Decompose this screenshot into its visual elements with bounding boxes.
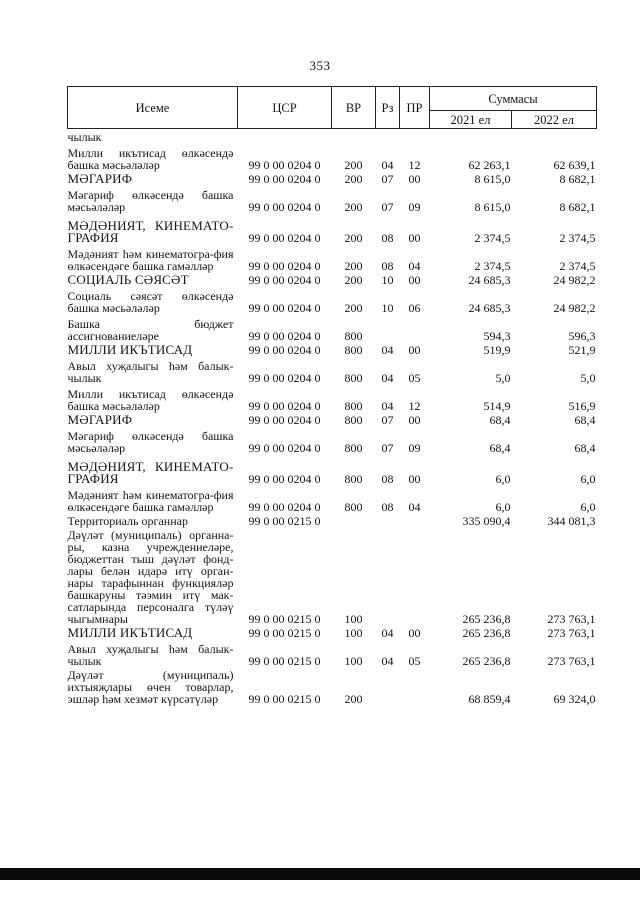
table-row	[68, 667, 597, 705]
row-rz: 04	[381, 654, 394, 668]
row-name: Авыл хуҗалыгы һәм балык-чылык	[67, 642, 234, 668]
row-pr: 00	[408, 172, 421, 186]
table-row	[68, 272, 597, 286]
row-rz: 04	[381, 343, 394, 357]
row-csr: 99 0 00 0215 0	[248, 626, 321, 640]
table-row	[68, 129, 597, 144]
row-amount-2022: 68,4	[574, 441, 596, 455]
row-amount-2021: 265 236,8	[462, 626, 511, 640]
row-amount-2022: 8 682,1	[559, 200, 596, 214]
row-amount-2022: 6,0	[580, 500, 596, 514]
row-vr	[332, 129, 376, 144]
table-row	[68, 314, 597, 342]
row-csr: 99 0 00 0215 0	[248, 514, 321, 528]
row-amount-2021: 519,9	[483, 343, 511, 357]
header-year-2021: 2021 ел	[430, 111, 512, 129]
table-row	[68, 213, 597, 244]
row-amount-2021: 6,0	[495, 500, 511, 514]
row-rz	[376, 129, 400, 144]
row-vr: 200	[344, 301, 363, 315]
row-csr: 99 0 00 0204 0	[248, 441, 321, 455]
row-pr: 00	[408, 273, 421, 287]
row-rz: 07	[381, 441, 394, 455]
row-name: Мәдәният һәм кинематогра-фия өлкәсендәге башка гамәлләр	[67, 488, 234, 514]
row-rz: 08	[381, 231, 394, 245]
row-amount-2021: 62 263,1	[468, 158, 511, 172]
row-csr: 99 0 00 0204 0	[248, 413, 321, 427]
row-vr: 200	[344, 273, 363, 287]
row-pr: 09	[408, 200, 421, 214]
table-header-row	[68, 87, 597, 111]
row-csr: 99 0 00 0215 0	[248, 612, 321, 626]
row-amount-2021: 265 236,8	[462, 612, 511, 626]
table-row	[68, 513, 597, 527]
row-pr	[400, 527, 430, 625]
row-rz: 04	[381, 158, 394, 172]
row-pr: 05	[408, 371, 421, 385]
row-name: СОЦИАЛЬ СӘЯСӘТ	[67, 272, 189, 287]
row-name: Башка бюджет ассигнованиеләре	[67, 317, 234, 343]
table-row	[68, 454, 597, 485]
row-pr: 00	[408, 626, 421, 640]
row-amount-2021: 2 374,5	[474, 259, 511, 273]
row-rz: 08	[381, 500, 394, 514]
table-body	[68, 129, 597, 706]
row-name: МӘГАРИФ	[67, 412, 133, 427]
row-amount-2022: 2 374,5	[559, 259, 596, 273]
row-amount-2022: 6,0	[580, 472, 596, 486]
header-year-2022: 2022 ел	[512, 111, 597, 129]
row-rz	[376, 527, 400, 625]
table-row	[68, 384, 597, 412]
row-vr: 800	[344, 413, 363, 427]
row-amount-2021: 8 615,0	[474, 172, 511, 186]
row-amount-2022: 273 763,1	[547, 654, 596, 668]
row-pr: 06	[408, 301, 421, 315]
row-vr	[332, 513, 376, 527]
row-name: Милли икътисад өлкәсендә башка мәсьәләләр	[67, 387, 234, 413]
table-row	[68, 426, 597, 454]
row-vr: 200	[344, 259, 363, 273]
row-amount-2022: 68,4	[574, 413, 596, 427]
row-pr	[400, 314, 430, 342]
row-csr: 99 0 00 0204 0	[248, 472, 321, 486]
row-name: Территориаль органнар	[67, 514, 188, 528]
row-amount-2022: 596,3	[568, 329, 596, 343]
row-amount-2022: 273 763,1	[547, 612, 596, 626]
row-amount-2021: 335 090,4	[462, 514, 511, 528]
scan-bottom-bar	[0, 868, 640, 880]
row-amount-2021: 68 859,4	[468, 692, 511, 706]
row-amount-2022: 8 682,1	[559, 172, 596, 186]
row-vr: 200	[344, 231, 363, 245]
row-rz	[376, 513, 400, 527]
budget-table	[67, 86, 597, 705]
page-number: 353	[309, 58, 331, 73]
table-row	[68, 185, 597, 213]
header-pr: ПР	[400, 87, 430, 129]
row-name: Социаль сәясәт өлкәсендә башка мәсьәләләр	[67, 289, 234, 315]
row-name: Дәүләт (муниципаль) органна-ры, казна учреждениеләре, бюджеттан тыш дәүләт фонд-лары белән идарә итү орган-нары тарафыннан функцияләр башкаруны тәэмин итү мак-сатларында персоналга түләү чыгымнары	[67, 528, 234, 626]
row-pr: 12	[408, 158, 421, 172]
row-amount-2021: 594,3	[483, 329, 511, 343]
row-amount-2022: 516,9	[568, 399, 596, 413]
row-name: Дәүләт (муниципаль) ихтыяҗлары өчен товарлар, эшләр һәм хезмәт күрсәтүләр	[67, 668, 234, 706]
row-amount-2021: 68,4	[489, 441, 511, 455]
row-vr: 800	[344, 500, 363, 514]
row-vr: 800	[344, 329, 363, 343]
header-vr: ВР	[332, 87, 376, 129]
row-vr: 100	[344, 612, 363, 626]
row-vr: 800	[344, 343, 363, 357]
row-vr: 200	[344, 172, 363, 186]
table-row	[68, 485, 597, 513]
row-vr: 100	[344, 654, 363, 668]
row-vr: 200	[344, 692, 363, 706]
header-rz: Рз	[376, 87, 400, 129]
row-name: МӘДӘНИЯТ, КИНЕМАТО-ГРАФИЯ	[67, 218, 234, 245]
row-vr: 200	[344, 200, 363, 214]
row-amount-2021: 8 615,0	[474, 200, 511, 214]
row-amount-2022: 5,0	[580, 371, 596, 385]
row-name: Милли икътисад өлкәсендә башка мәсьәләләр	[67, 146, 234, 172]
row-rz: 04	[381, 371, 394, 385]
row-csr: 99 0 00 0204 0	[248, 399, 321, 413]
row-csr: 99 0 00 0204 0	[248, 158, 321, 172]
row-pr: 00	[408, 413, 421, 427]
row-amount-2021: 514,9	[483, 399, 511, 413]
row-rz: 10	[381, 273, 394, 287]
table-row	[68, 342, 597, 356]
row-rz: 07	[381, 172, 394, 186]
row-vr: 800	[344, 441, 363, 455]
row-amount-2022: 344 081,3	[547, 514, 596, 528]
row-amount-2021: 265 236,8	[462, 654, 511, 668]
header-csr: ЦСР	[238, 87, 332, 129]
row-name: Мәдәният һәм кинематогра-фия өлкәсендәге башка гамәлләр	[67, 247, 234, 273]
row-amount-2022	[512, 129, 597, 144]
row-name: МӘДӘНИЯТ, КИНЕМАТО-ГРАФИЯ	[67, 459, 234, 486]
row-amount-2022: 521,9	[568, 343, 596, 357]
row-csr: 99 0 00 0204 0	[248, 200, 321, 214]
row-vr: 800	[344, 399, 363, 413]
header-sums: Суммасы	[430, 87, 597, 111]
row-csr: 99 0 00 0204 0	[248, 329, 321, 343]
row-rz: 08	[381, 472, 394, 486]
table-row	[68, 639, 597, 667]
row-csr: 99 0 00 0204 0	[248, 343, 321, 357]
row-rz	[376, 314, 400, 342]
table-row	[68, 143, 597, 171]
table-row	[68, 527, 597, 625]
row-csr: 99 0 00 0204 0	[248, 500, 321, 514]
row-amount-2021: 5,0	[495, 371, 511, 385]
row-name: МИЛЛИ ИКЪТИСАД	[67, 625, 193, 640]
row-vr: 200	[344, 158, 363, 172]
row-pr: 05	[408, 654, 421, 668]
row-name: МИЛЛИ ИКЪТИСАД	[67, 342, 193, 357]
row-pr: 04	[408, 259, 421, 273]
row-csr: 99 0 00 0204 0	[248, 172, 321, 186]
table-row	[68, 286, 597, 314]
row-csr: 99 0 00 0204 0	[248, 273, 321, 287]
row-csr: 99 0 00 0215 0	[248, 654, 321, 668]
row-vr: 100	[344, 626, 363, 640]
row-amount-2022: 24 982,2	[553, 273, 596, 287]
row-pr: 00	[408, 231, 421, 245]
row-csr	[238, 129, 332, 144]
row-amount-2021: 24 685,3	[468, 301, 511, 315]
table-row	[68, 244, 597, 272]
row-name: Мәгариф өлкәсендә башка мәсьәләләр	[67, 188, 234, 214]
table-row	[68, 412, 597, 426]
row-name: Авыл хуҗалыгы һәм балык-чылык	[67, 359, 234, 385]
table-row	[68, 171, 597, 185]
row-rz	[376, 667, 400, 705]
row-csr: 99 0 00 0215 0	[248, 692, 321, 706]
row-vr: 800	[344, 371, 363, 385]
row-name: чылык	[67, 130, 102, 144]
row-pr: 12	[408, 399, 421, 413]
row-pr	[400, 513, 430, 527]
row-pr: 09	[408, 441, 421, 455]
row-name: МӘГАРИФ	[67, 171, 133, 186]
row-amount-2022: 69 324,0	[553, 692, 596, 706]
row-name: Мәгариф өлкәсендә башка мәсьәләләр	[67, 429, 234, 455]
row-amount-2022: 62 639,1	[553, 158, 596, 172]
header-name: Исеме	[68, 87, 238, 129]
row-amount-2021: 68,4	[489, 413, 511, 427]
row-rz: 08	[381, 259, 394, 273]
row-rz: 10	[381, 301, 394, 315]
row-amount-2021: 2 374,5	[474, 231, 511, 245]
row-pr: 00	[408, 343, 421, 357]
row-pr: 04	[408, 500, 421, 514]
row-csr: 99 0 00 0204 0	[248, 301, 321, 315]
table-row	[68, 625, 597, 639]
row-rz: 07	[381, 200, 394, 214]
row-csr: 99 0 00 0204 0	[248, 371, 321, 385]
row-vr: 800	[344, 472, 363, 486]
row-pr	[400, 667, 430, 705]
row-rz: 07	[381, 413, 394, 427]
row-rz: 04	[381, 626, 394, 640]
row-csr: 99 0 00 0204 0	[248, 259, 321, 273]
row-amount-2022: 2 374,5	[559, 231, 596, 245]
row-pr: 00	[408, 472, 421, 486]
row-amount-2021	[430, 129, 512, 144]
table-row	[68, 356, 597, 384]
row-rz: 04	[381, 399, 394, 413]
row-amount-2021: 6,0	[495, 472, 511, 486]
row-pr	[400, 129, 430, 144]
row-csr: 99 0 00 0204 0	[248, 231, 321, 245]
row-amount-2022: 273 763,1	[547, 626, 596, 640]
row-amount-2021: 24 685,3	[468, 273, 511, 287]
row-amount-2022: 24 982,2	[553, 301, 596, 315]
